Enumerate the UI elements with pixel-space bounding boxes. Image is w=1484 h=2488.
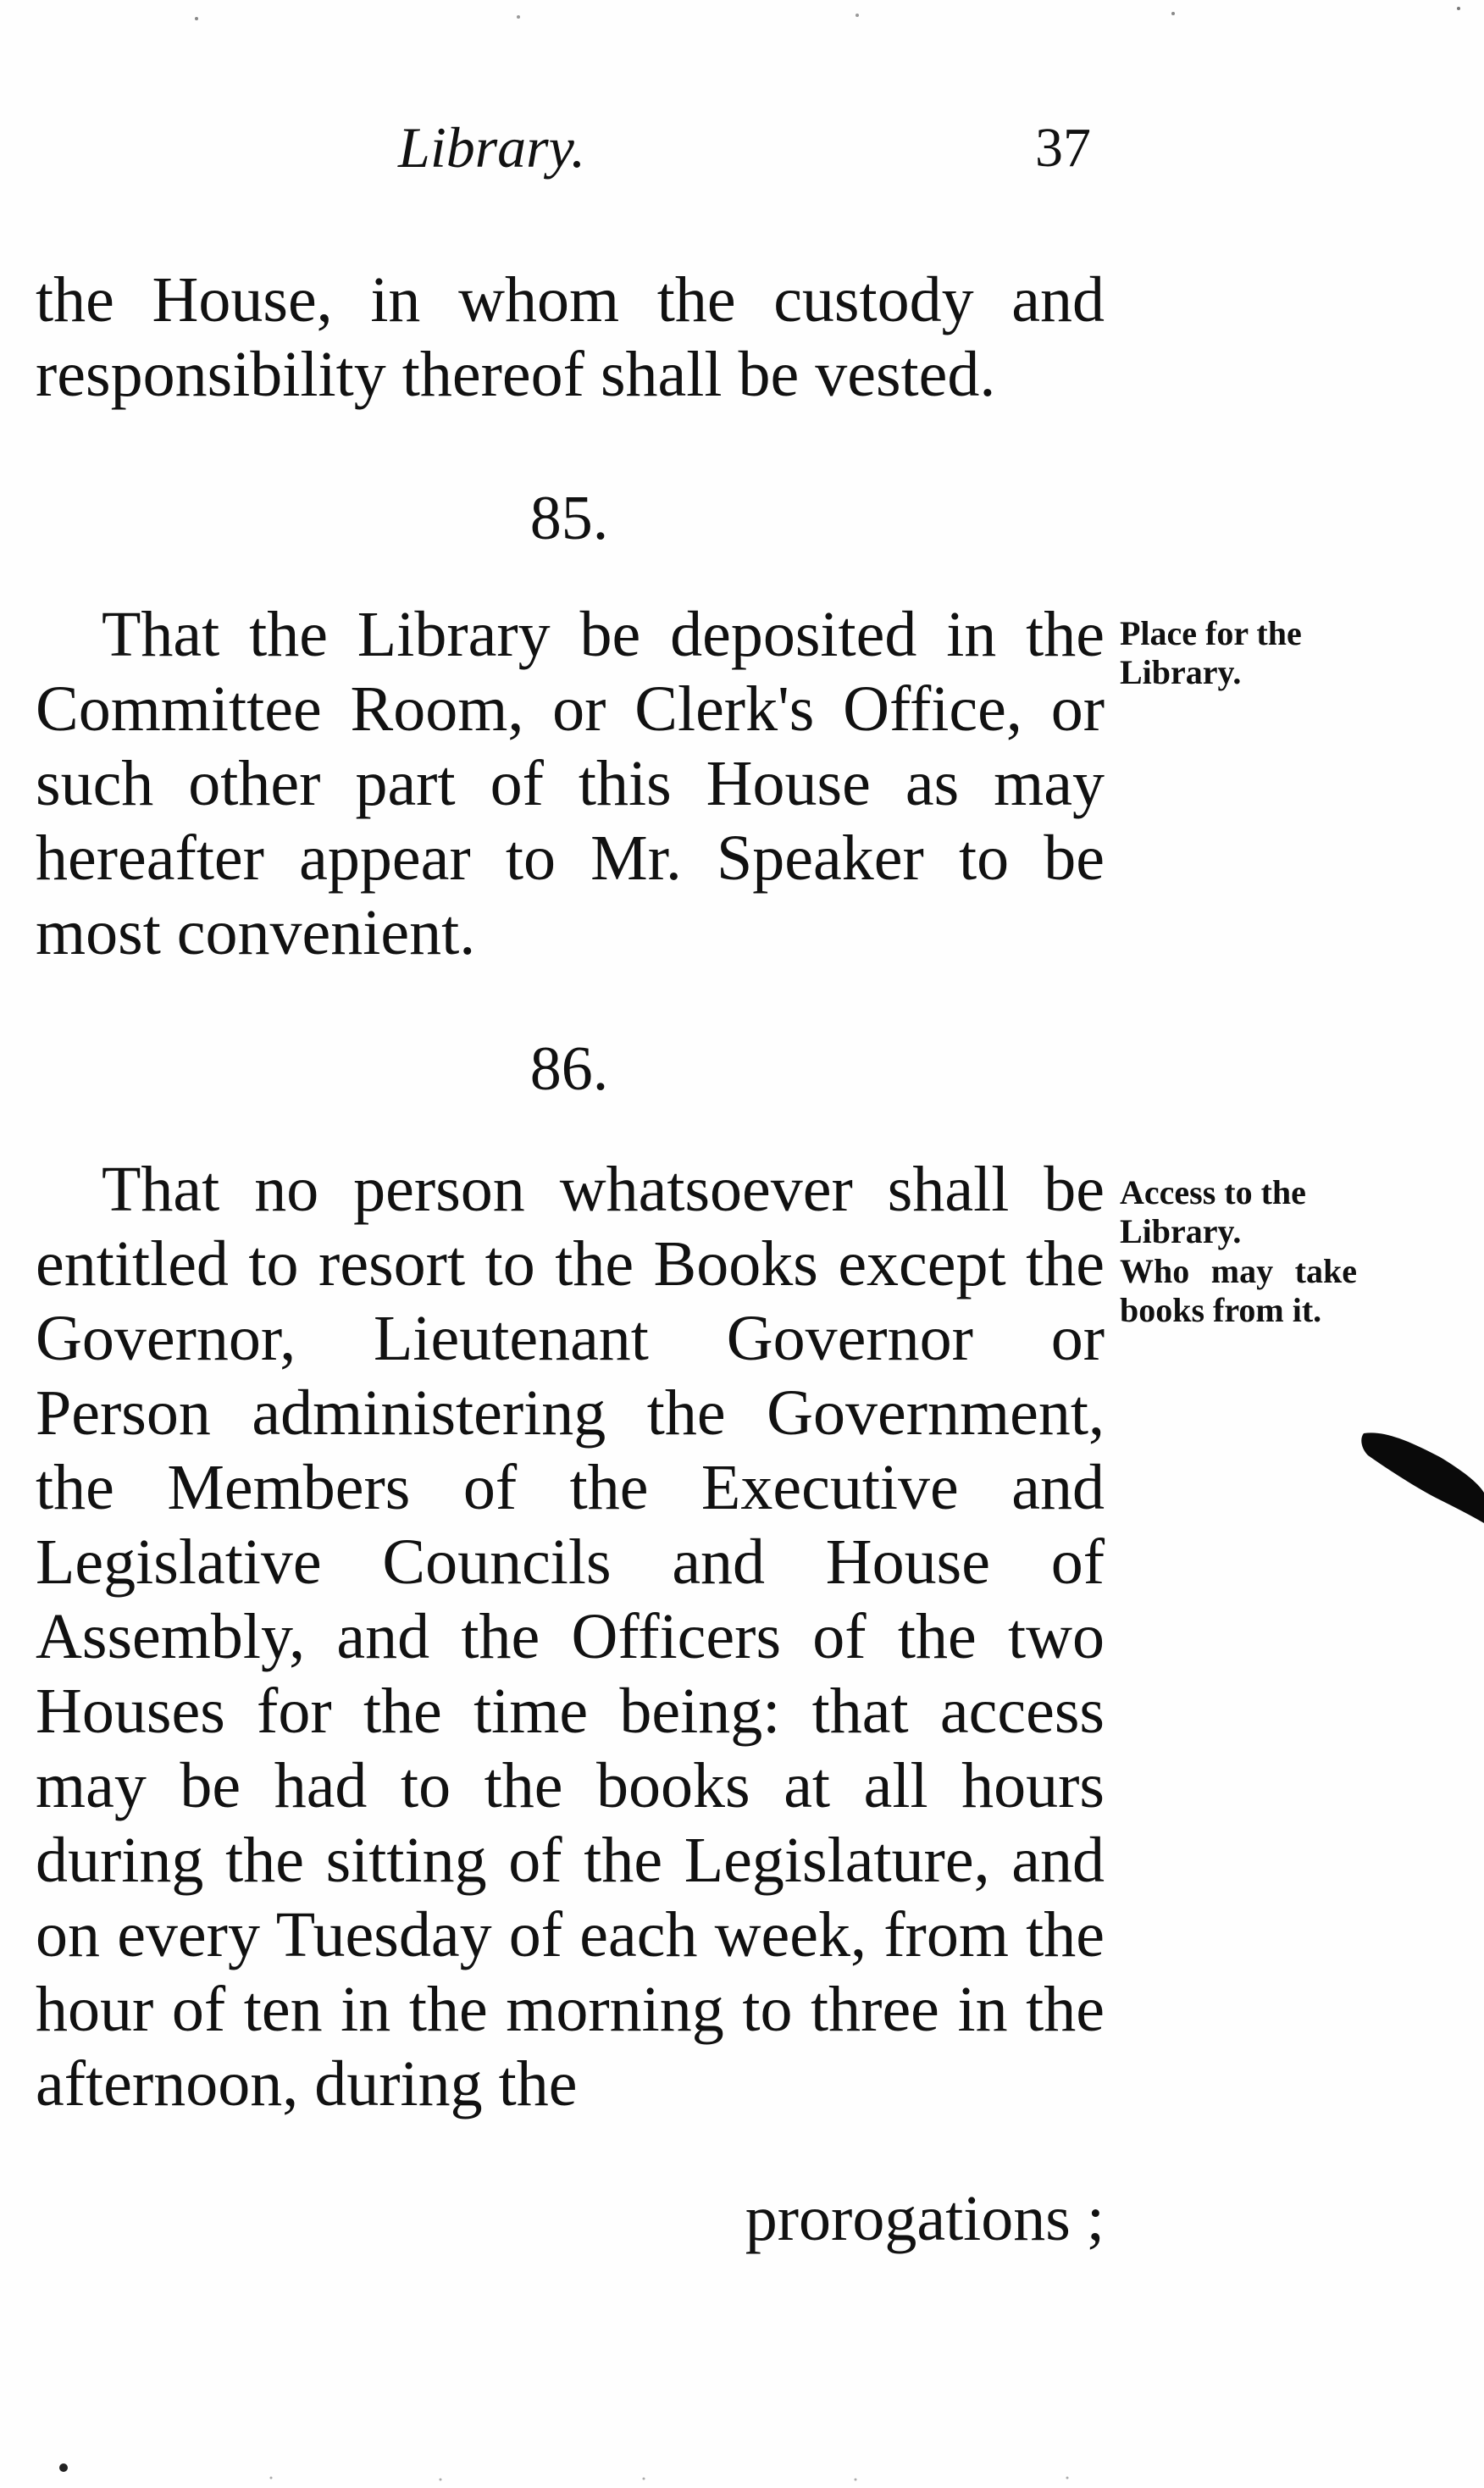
rule-86-paragraph: That no person whatsoever shall be entitled to resort to the Books except the Governor, Lieutenant Governor or Person administering the Government, the Members of the Executive and Legislative Councils and House of Assembly, and the Officers of the two Houses for the time being: that access may be had to the books at all hours during the sitting of the Legislature, and on every Tuesday of each week, from the hour of ten in the morning to three in the afternoon, during the [36, 1154, 1105, 2120]
margin-note-access-to-library: Access to the Library. [1120, 1173, 1306, 1250]
running-head-title: Library. [398, 115, 586, 180]
ink-smudge-mark [1359, 1423, 1484, 1525]
intro-paragraph: the House, in whom the custody and responsibility thereof shall be vested. [36, 264, 1105, 410]
page-number: 37 [1035, 117, 1091, 179]
rule-85-paragraph: That the Library be deposited in the Committee Room, or Clerk's Office, or such other part of this House as may hereafter appear to Mr. Speaker to be most convenient. [36, 599, 1105, 968]
margin-note-who-may-take-books: Who may take books from it. [1120, 1252, 1357, 1329]
rule-number-85: 85. [529, 484, 609, 553]
rule-number-86: 86. [529, 1034, 609, 1104]
margin-note-place-for-library: Place for the Library. [1120, 614, 1302, 691]
catchword: prorogations ; [745, 2183, 1105, 2254]
